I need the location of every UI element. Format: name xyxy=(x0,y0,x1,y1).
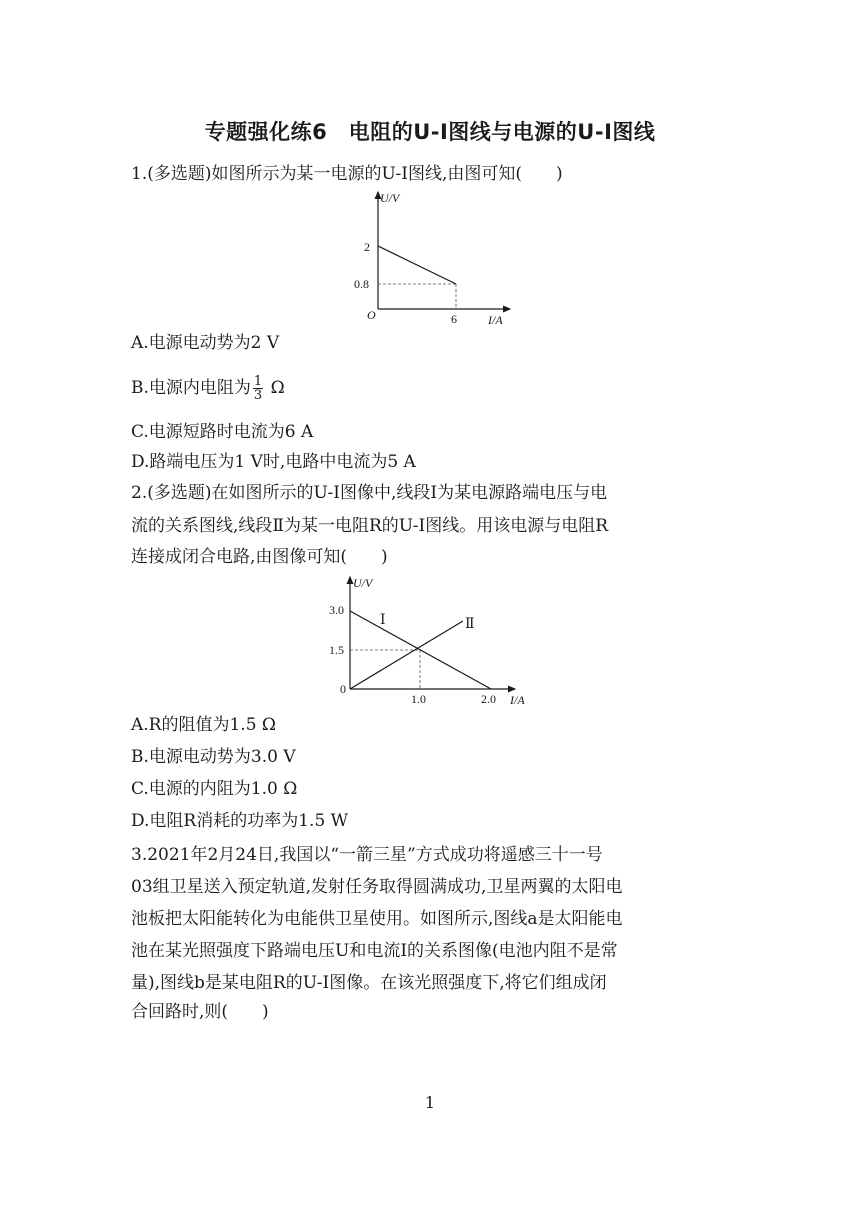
q1-option-a: A.电源电动势为2 V xyxy=(131,333,280,353)
q1-chart xyxy=(340,188,540,328)
q2-option-c: C.电源的内阻为1.0 Ω xyxy=(131,779,298,799)
q1-xlabel: I/A xyxy=(488,313,503,327)
q1-xtick-6: 6 xyxy=(451,312,457,326)
q2-xtick-2-0: 2.0 xyxy=(481,692,496,706)
q2-option-a: A.R的阻值为1.5 Ω xyxy=(131,715,277,735)
q2-xtick-1-0: 1.0 xyxy=(411,692,426,706)
q2-ylabel: U/V xyxy=(353,576,373,590)
q3-stem-line-6: 合回路时,则( ) xyxy=(131,1002,269,1022)
q2-ytick-1-5: 1.5 xyxy=(329,643,344,657)
q2-origin-label: 0 xyxy=(340,682,346,696)
q2-option-b: B.电源电动势为3.0 V xyxy=(131,747,296,767)
q1-option-b-fraction xyxy=(253,375,263,402)
q3-stem-line-5: 量),图线b是某电阻R的U-I图像。在该光照强度下,将它们组成闭 xyxy=(131,973,607,993)
q2-line-II xyxy=(350,621,463,689)
q1-origin-label: O xyxy=(367,308,376,322)
q1-option-b-prefix: B.电源内电阻为 xyxy=(131,378,251,398)
q1-option-d: D.路端电压为1 V时,电路中电流为5 A xyxy=(131,452,416,472)
q2-line-I-label: Ⅰ xyxy=(380,613,386,628)
q2-stem-line-2: 流的关系图线,线段Ⅱ为某一电阻R的U-I图线。用该电源与电阻R xyxy=(131,516,609,536)
q1-stem: 1.(多选题)如图所示为某一电源的U-I图线,由图可知( ) xyxy=(131,164,563,184)
q2-stem-line-3: 连接成闭合电路,由图像可知( ) xyxy=(131,547,388,567)
q3-stem-line-1: 3.2021年2月24日,我国以“一箭三星”方式成功将遥感三十一号 xyxy=(131,845,603,865)
q1-option-b-suffix: Ω xyxy=(265,378,285,398)
q3-stem-line-2: 03组卫星送入预定轨道,发射任务取得圆满成功,卫星两翼的太阳电 xyxy=(131,877,623,897)
q2-ytick-3-0: 3.0 xyxy=(329,603,344,617)
q3-stem-line-3: 池板把太阳能转化为电能供卫星使用。如图所示,图线a是太阳能电 xyxy=(131,909,623,929)
q1-option-b-denominator: 3 xyxy=(253,388,263,403)
q2-line-II-label: Ⅱ xyxy=(465,617,475,632)
q1-option-b-numerator: 1 xyxy=(253,374,263,389)
q1-option-b xyxy=(131,375,285,402)
page-number: 1 xyxy=(424,1093,436,1112)
page-title: 专题强化练6 电阻的U-I图线与电源的U-I图线 xyxy=(204,120,656,144)
q2-option-d: D.电阻R消耗的功率为1.5 W xyxy=(131,811,349,831)
q2-xlabel: I/A xyxy=(510,693,525,707)
q1-ytick-2: 2 xyxy=(364,240,370,254)
q2-stem-line-1: 2.(多选题)在如图所示的U-I图像中,线段Ⅰ为某电源路端电压与电 xyxy=(131,483,608,503)
q2-chart xyxy=(305,571,535,711)
q1-option-c: C.电源短路时电流为6 A xyxy=(131,422,314,442)
q1-ylabel: U/V xyxy=(380,191,400,205)
q1-source-line xyxy=(378,246,456,284)
q1-ytick-0-8: 0.8 xyxy=(354,277,369,291)
q3-stem-line-4: 池在某光照强度下路端电压U和电流I的关系图像(电池内阻不是常 xyxy=(131,941,618,961)
